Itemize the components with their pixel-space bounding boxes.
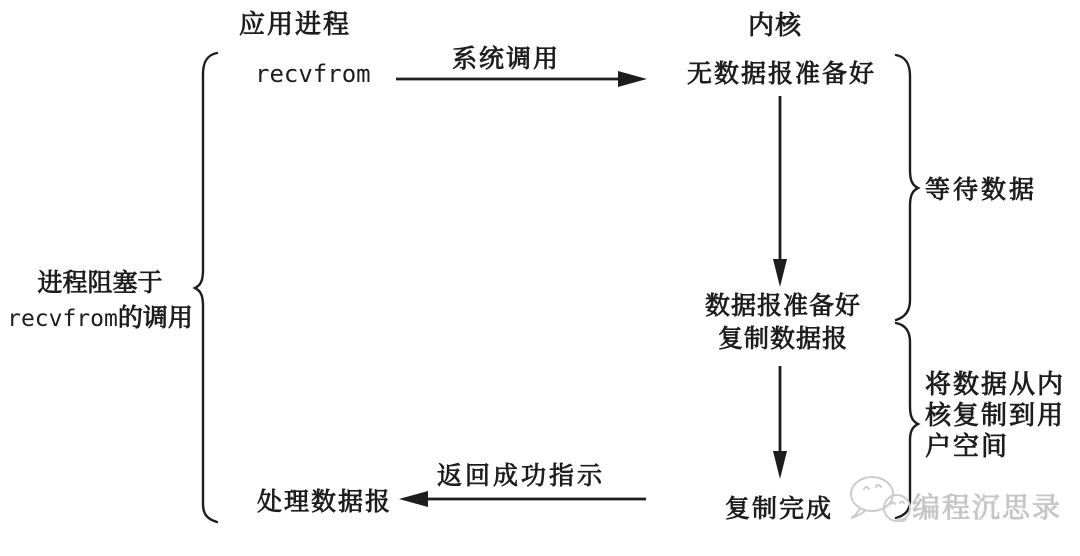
- copy-data-line3: 户空间: [925, 432, 1010, 461]
- return-arrow-label: 返回成功指示: [437, 463, 606, 490]
- recvfrom-call-label: recvfrom: [255, 60, 371, 88]
- return-arrow: [399, 491, 646, 507]
- datagram-ready-label: [698, 290, 868, 356]
- process-blocked-code: recvfrom: [7, 306, 118, 332]
- chat-bubbles-icon: [851, 477, 910, 521]
- syscall-arrow-label: 系统调用: [452, 46, 561, 73]
- wait-arrow: [773, 96, 787, 287]
- copy-data-line2: 核复制到用: [925, 401, 1066, 430]
- app-process-header: 应用进程: [239, 10, 352, 39]
- copy-complete-label: 复制完成: [725, 496, 834, 523]
- datagram-ready-line1: 数据报准备好: [704, 293, 861, 320]
- copy-arrow: [773, 366, 787, 479]
- process-blocked-note: [0, 266, 200, 337]
- datagram-ready-line2: 复制数据报: [717, 326, 848, 353]
- wait-data-brace: [896, 55, 918, 320]
- process-blocked-suffix: 的调用: [117, 305, 193, 332]
- process-blocked-line1: 进程阻塞于: [37, 270, 163, 297]
- no-datagram-ready-label: 无数据报准备好: [687, 61, 877, 88]
- wait-data-note: 等待数据: [925, 177, 1038, 204]
- kernel-header: 内核: [748, 11, 803, 40]
- copy-data-line1: 将数据从内: [925, 370, 1066, 399]
- watermark-text: 编程沉思录: [912, 493, 1063, 524]
- process-datagram-label: 处理数据报: [257, 489, 393, 516]
- copy-data-note: [925, 369, 1065, 462]
